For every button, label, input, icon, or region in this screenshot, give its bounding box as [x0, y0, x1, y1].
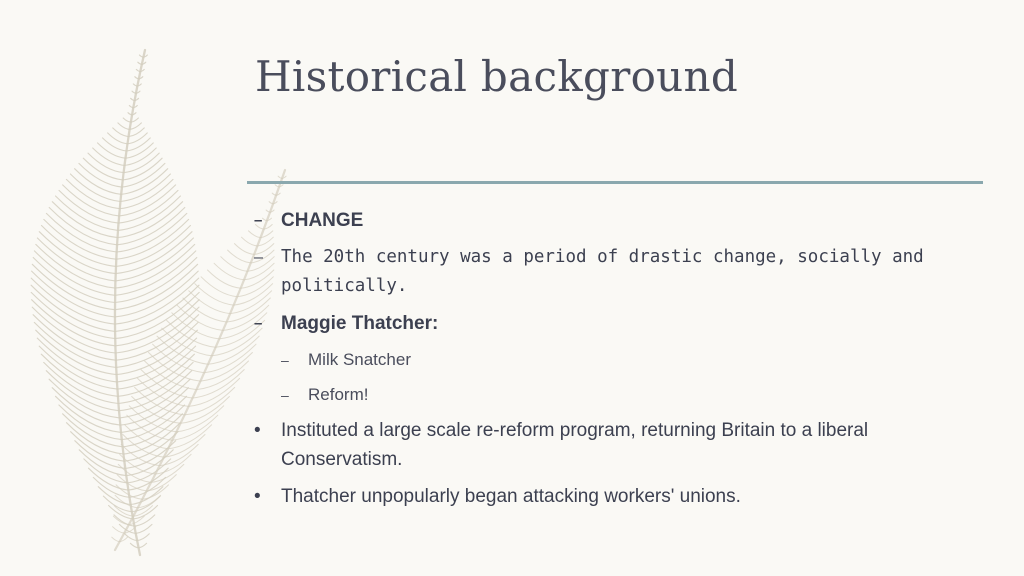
- feather-barb: [132, 397, 181, 424]
- list-item-20th-century: [254, 243, 984, 301]
- feather-barb: [214, 263, 244, 280]
- feather-barb: [122, 163, 165, 187]
- feather-barb: [204, 344, 256, 373]
- feather-barb: [116, 232, 192, 274]
- dash-marker: –: [281, 387, 289, 403]
- list-item-re-reform: [254, 416, 984, 474]
- feather-barb: [120, 174, 170, 202]
- feather-barb: [197, 361, 249, 390]
- feather-barb: [228, 250, 251, 263]
- feather-barb: [221, 257, 248, 272]
- feather-barb: [115, 238, 193, 281]
- sub-item-milk-snatcher: [281, 346, 984, 374]
- item-text: Reform!: [308, 385, 369, 404]
- feather-barb: [189, 291, 230, 314]
- item-text: The 20th century was a period of drastic change, socially and politically.: [281, 247, 924, 296]
- feather-barb: [75, 169, 122, 195]
- feather-barb: [124, 153, 160, 173]
- item-text: CHANGE: [281, 210, 364, 231]
- dash-marker: –: [254, 248, 264, 266]
- feather-barb: [75, 441, 125, 469]
- feather-barb: [139, 543, 147, 548]
- feather-barb: [44, 362, 119, 403]
- dash-marker: –: [254, 315, 263, 332]
- item-text: Maggie Thatcher:: [281, 313, 439, 334]
- title-divider: [247, 181, 983, 184]
- feather-barb: [34, 251, 115, 295]
- dash-marker: –: [254, 212, 263, 229]
- feather-barb: [36, 244, 115, 288]
- list-item-maggie-thatcher: [254, 309, 984, 338]
- feather-barb: [108, 133, 128, 144]
- feather-barb: [118, 123, 130, 129]
- feather-barb: [83, 158, 122, 180]
- feather-barb: [116, 226, 190, 267]
- feather-barb: [208, 336, 259, 364]
- feather-barb: [115, 271, 198, 317]
- feather-barb: [46, 371, 119, 411]
- feather-barb: [177, 305, 223, 330]
- sub-item-reform: [281, 381, 984, 409]
- item-text: Instituted a large scale re-reform program, returning Britain to a liberal Conservatism.: [281, 420, 869, 470]
- feather-barb: [109, 506, 134, 519]
- bullet-marker: •: [254, 486, 261, 507]
- feather-barb: [123, 158, 162, 180]
- feather-barb: [118, 354, 194, 396]
- item-text: Thatcher unpopularly began attacking workers' unions.: [281, 486, 741, 507]
- list-item-unions: [254, 482, 984, 511]
- feather-barb: [37, 238, 115, 281]
- slide-title: Historical background: [255, 52, 739, 101]
- feather-barb: [88, 153, 124, 173]
- feather-barb: [63, 185, 120, 216]
- slide-body: [254, 206, 984, 519]
- dash-marker: –: [281, 352, 289, 368]
- feather-barb: [113, 128, 129, 137]
- feather-barb: [52, 388, 120, 425]
- feather-barb: [123, 118, 131, 122]
- feather-barb: [79, 163, 122, 187]
- feather-barb: [103, 138, 127, 151]
- list-item-change: [254, 206, 984, 235]
- feather-barb: [208, 270, 241, 288]
- feather-barb: [172, 313, 220, 339]
- feather-barb: [112, 537, 120, 541]
- bullet-marker: •: [254, 420, 261, 441]
- feather-barb: [235, 244, 255, 255]
- item-text: Milk Snatcher: [308, 350, 411, 369]
- feather-barb: [127, 133, 147, 144]
- feather-barb: [115, 244, 195, 288]
- feather-barb: [137, 534, 149, 541]
- feather-barb: [200, 353, 252, 382]
- feather-barb: [49, 379, 120, 418]
